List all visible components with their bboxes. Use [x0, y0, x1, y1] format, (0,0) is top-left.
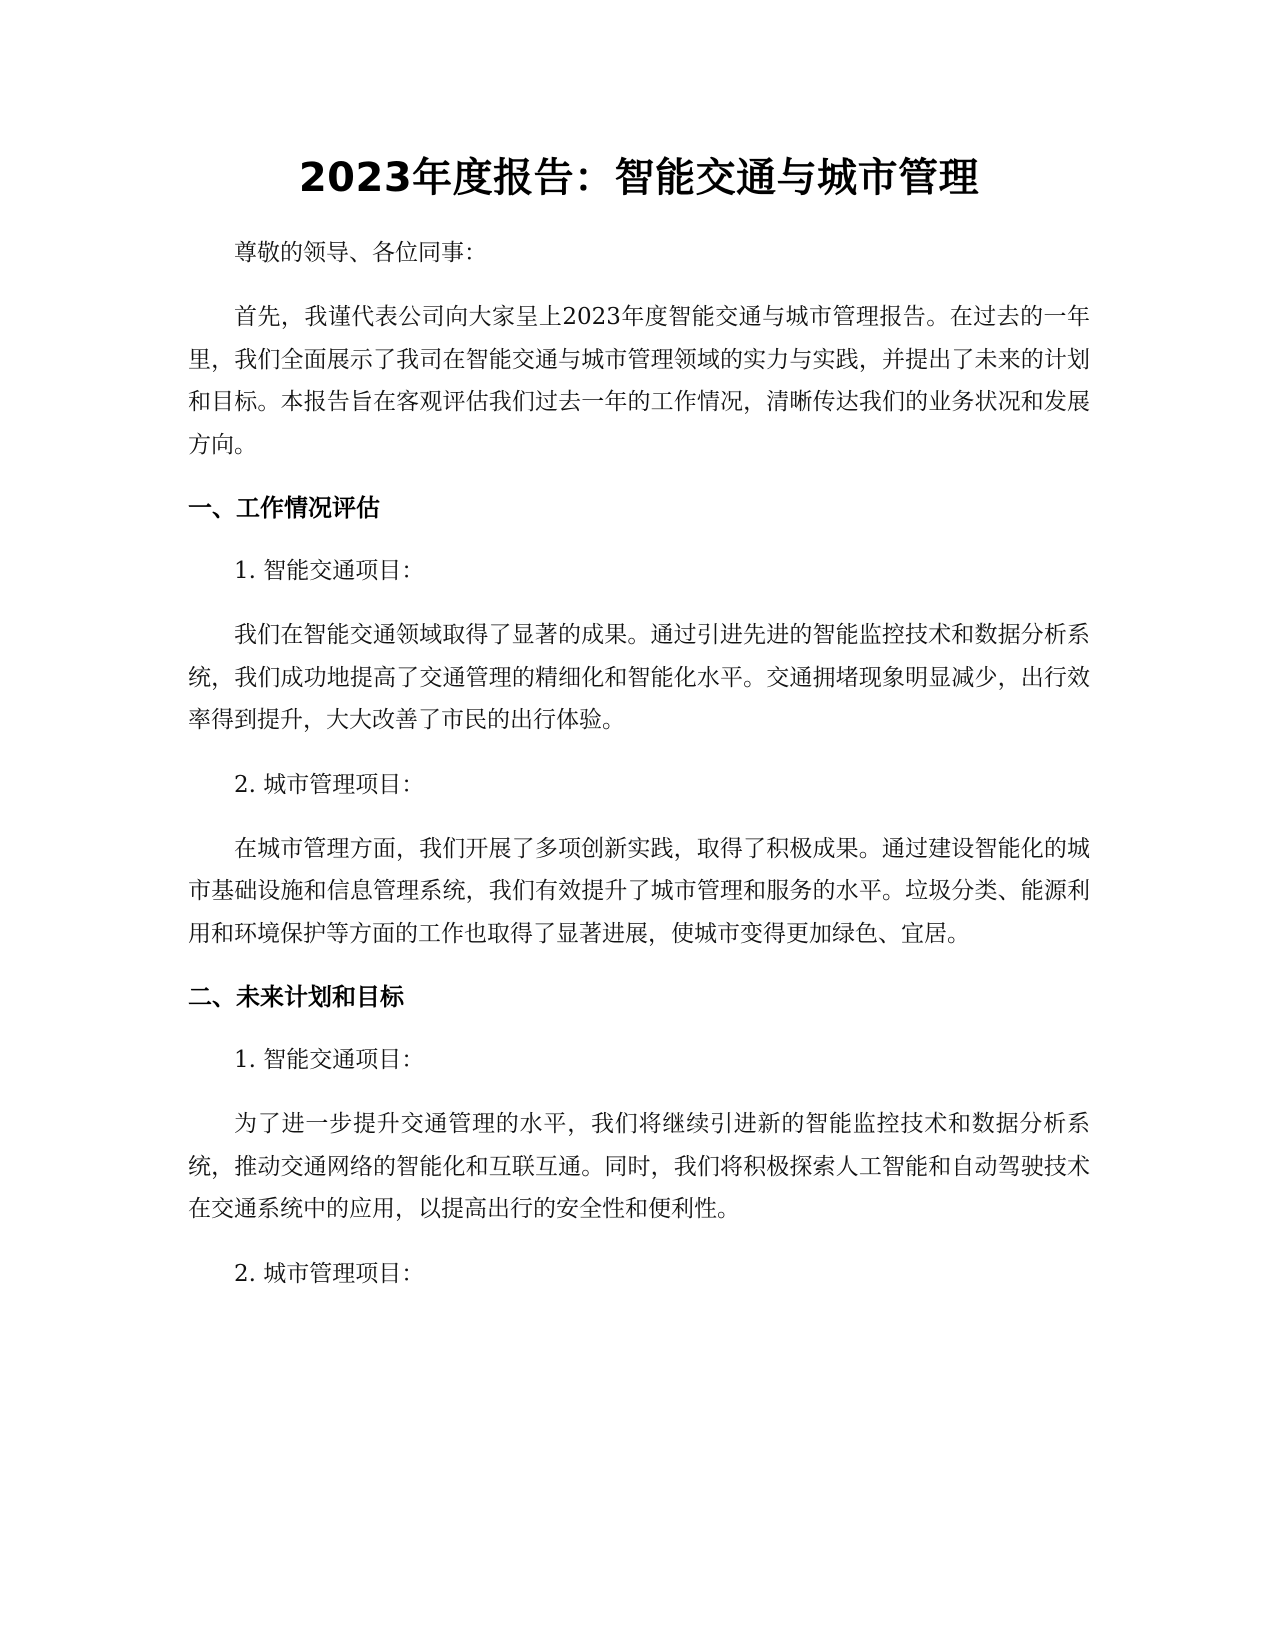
- item-text-traffic: 我们在智能交通领域取得了显著的成果。通过引进先进的智能监控技术和数据分析系统，我们成功地提高了交通管理的精细化和智能化水平。交通拥堵现象明显减少，出行效率得到提升，大大改善了市民的出行体验。: [188, 622, 1090, 733]
- section-heading-evaluation: 一、工作情况评估: [188, 494, 380, 522]
- salutation: 尊敬的领导、各位同事：: [234, 240, 487, 266]
- section-heading-plans: 二、未来计划和目标: [188, 983, 404, 1011]
- document-body: [188, 150, 1090, 1295]
- item-text-city: 在城市管理方面，我们开展了多项创新实践，取得了积极成果。通过建设智能化的城市基础设施和信息管理系统，我们有效提升了城市管理和服务的水平。垃圾分类、能源利用和环境保护等方面的工作也取得了显著进展，使城市变得更加绿色、宜居。: [188, 835, 1090, 947]
- item-label-city: 2. 城市管理项目：: [234, 771, 425, 798]
- document-title: 2023年度报告：智能交通与城市管理: [298, 155, 980, 201]
- plan-text-traffic: 为了进一步提升交通管理的水平，我们将继续引进新的智能监控技术和数据分析系统，推动交通网络的智能化和互联互通。同时，我们将积极探索人工智能和自动驾驶技术在交通系统中的应用，以提高出行的安全性和便利性。: [188, 1111, 1090, 1222]
- intro-paragraph: 首先，我谨代表公司向大家呈上2023年度智能交通与城市管理报告。在过去的一年里，我们全面展示了我司在智能交通与城市管理领域的实力与实践，并提出了未来的计划和目标。本报告旨在客观评估我们过去一年的工作情况，清晰传达我们的业务状况和发展方向。: [188, 304, 1090, 458]
- plan-label-traffic: 1. 智能交通项目：: [234, 1047, 425, 1073]
- item-label-traffic: 1. 智能交通项目：: [234, 558, 425, 584]
- plan-label-city: 2. 城市管理项目：: [234, 1260, 425, 1287]
